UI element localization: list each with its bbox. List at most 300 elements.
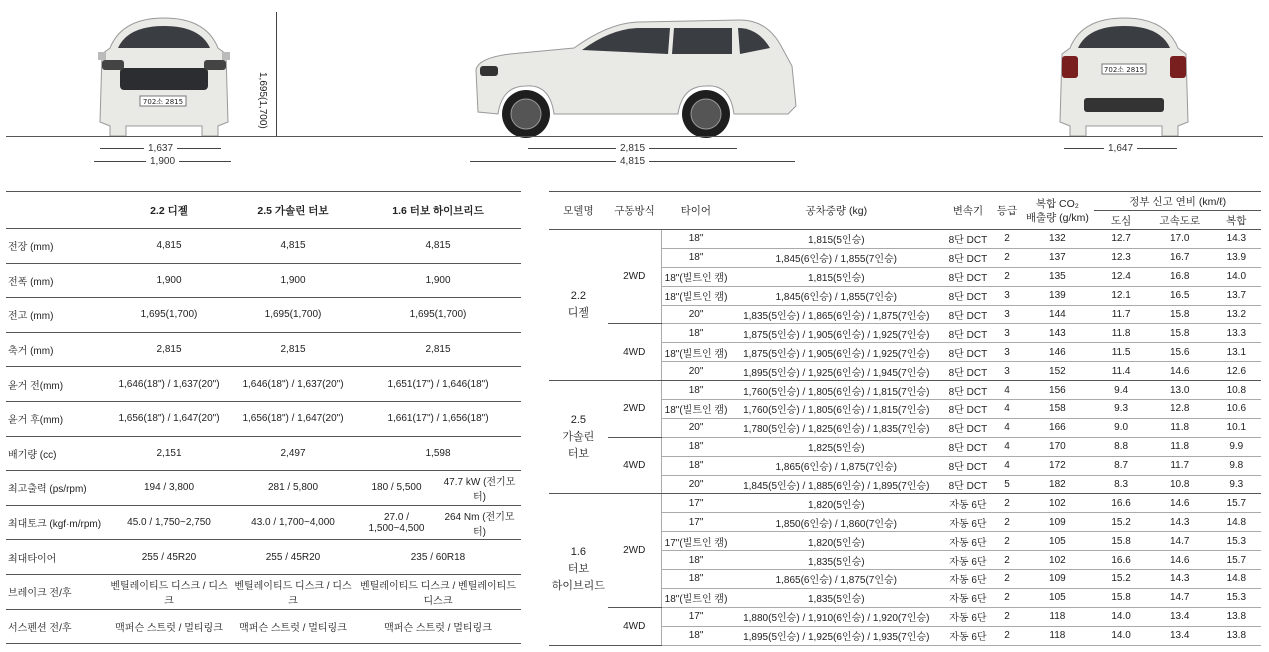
spec-value-gasoline: 4,815 [231,229,355,264]
fuel-trans-cell: 자동 6단 [942,626,993,645]
fuel-model-name: 하이브리드 [551,580,605,593]
fuel-grade-cell: 2 [994,570,1021,589]
spec-value-hybrid-motor: 264 Nm (전기모터) [438,505,521,540]
fuel-hwy-cell: 14.3 [1148,513,1212,532]
fuel-comb-cell: 10.8 [1212,381,1261,400]
spec-value-diesel: 1,656(18") / 1,647(20") [107,401,231,436]
fuel-grade-cell: 4 [994,400,1021,419]
fuel-hwy-cell: 15.6 [1148,343,1212,362]
spec-label: 윤거 후(mm) [6,401,107,436]
fuel-row [549,230,1261,249]
spec-value-diesel: 1,695(1,700) [107,298,231,333]
fuel-weight-cell: 1,850(6인승) / 1,860(7인승) [730,513,942,532]
fuel-tire-cell: 18" [661,437,730,456]
fuel-grade-cell: 2 [994,230,1021,249]
fuel-co2-cell: 172 [1020,456,1094,475]
ground-line [6,136,1263,137]
fuel-grade-cell: 4 [994,381,1021,400]
fuel-hwy-cell: 15.8 [1148,305,1212,324]
spec-row [6,263,521,298]
fuel-weight-cell: 1,820(5인승) [730,532,942,551]
fuel-tire-cell: 18" [661,324,730,343]
fuel-weight-cell: 1,865(6인승) / 1,875(7인승) [730,456,942,475]
fuel-tire-cell: 18"(빌트인 캠) [661,588,730,607]
fuel-co2-cell: 182 [1020,475,1094,494]
fuel-weight-cell: 1,815(5인승) [730,267,942,286]
fuel-grade-cell: 2 [994,532,1021,551]
fuel-comb-cell: 15.3 [1212,532,1261,551]
fuel-city-cell: 15.8 [1094,532,1147,551]
fuel-weight-cell: 1,880(5인승) / 1,910(6인승) / 1,920(7인승) [730,607,942,626]
fuel-tire-cell: 17" [661,607,730,626]
fuel-co2-cell: 156 [1020,381,1094,400]
front-width-label: 1,900 [150,156,176,167]
spec-value-hybrid: 벤틸레이티드 디스크 / 벤틸레이티드 디스크 [355,574,521,609]
fuel-hwy-cell: 13.4 [1148,607,1212,626]
fuel-header-tire: 타이어 [661,192,730,230]
fuel-grade-cell: 3 [994,324,1021,343]
fuel-weight-cell: 1,895(5인승) / 1,925(6인승) / 1,935(7인승) [730,626,942,645]
fuel-header-co2-line1: 복합 CO₂ [1035,197,1079,210]
fuel-grade-cell: 2 [994,551,1021,570]
car-front-view [92,14,236,138]
fuel-tire-cell: 17" [661,494,730,513]
fuel-trans-cell: 8단 DCT [942,437,993,456]
front-plate-text: 702소 2815 [142,98,184,106]
fuel-co2-cell: 102 [1020,551,1094,570]
spec-value-gasoline: 281 / 5,800 [231,471,355,506]
fuel-city-cell: 15.8 [1094,588,1147,607]
spec-value-gasoline: 43.0 / 1,700~4,000 [231,505,355,540]
length-label: 4,815 [620,156,646,167]
fuel-co2-cell: 118 [1020,626,1094,645]
fuel-hwy-cell: 14.3 [1148,570,1212,589]
fuel-grade-cell: 2 [994,626,1021,645]
spec-header-gasoline: 2.5 가솔린 터보 [231,192,355,229]
fuel-co2-cell: 166 [1020,418,1094,437]
fuel-hwy-cell: 11.7 [1148,456,1212,475]
fuel-comb-cell: 15.3 [1212,588,1261,607]
spec-label: 윤거 전(mm) [6,367,107,402]
spec-value-gasoline: 255 / 45R20 [231,540,355,575]
fuel-grade-cell: 2 [994,494,1021,513]
fuel-tire-cell: 18" [661,381,730,400]
spec-value-gasoline: 벤틸레이티드 디스크 / 디스크 [231,574,355,609]
spec-row [6,609,521,644]
spec-row [6,436,521,471]
fuel-row [549,607,1261,626]
fuel-hwy-cell: 17.0 [1148,230,1212,249]
spec-label: 전폭 (mm) [6,263,107,298]
fuel-trans-cell: 자동 6단 [942,551,993,570]
fuel-city-cell: 11.8 [1094,324,1147,343]
spec-value-diesel: 2,151 [107,436,231,471]
fuel-drive-cell: 2WD [608,381,661,438]
spec-label: 최고출력 (ps/rpm) [6,471,107,506]
fuel-hwy-cell: 16.8 [1148,267,1212,286]
fuel-tire-cell: 20" [661,305,730,324]
fuel-tire-cell: 18" [661,626,730,645]
fuel-header-city: 도심 [1094,211,1147,230]
fuel-comb-cell: 13.3 [1212,324,1261,343]
fuel-model-name: 1.6 [570,546,587,559]
fuel-trans-cell: 8단 DCT [942,418,993,437]
fuel-hwy-cell: 16.5 [1148,286,1212,305]
fuel-trans-cell: 자동 6단 [942,513,993,532]
spec-row [6,298,521,333]
fuel-model-cell [549,494,608,645]
fuel-trans-cell: 8단 DCT [942,456,993,475]
fuel-header-co2 [1020,192,1094,230]
fuel-co2-cell: 109 [1020,570,1094,589]
fuel-city-cell: 15.2 [1094,570,1147,589]
spec-value-hybrid-engine: 180 / 5,500 [355,471,438,506]
fuel-co2-cell: 170 [1020,437,1094,456]
fuel-hwy-cell: 15.8 [1148,324,1212,343]
fuel-hwy-cell: 14.6 [1148,362,1212,381]
spec-value-hybrid: 235 / 60R18 [355,540,521,575]
fuel-comb-cell: 13.1 [1212,343,1261,362]
fuel-drive-cell: 4WD [608,607,661,645]
fuel-tire-cell: 18"(빌트인 캠) [661,267,730,286]
length-dimension [470,156,795,167]
fuel-hwy-cell: 13.0 [1148,381,1212,400]
spec-value-diesel: 4,815 [107,229,231,264]
fuel-trans-cell: 8단 DCT [942,286,993,305]
spec-header-hybrid: 1.6 터보 하이브리드 [355,192,521,229]
fuel-header-combined: 복합 [1212,211,1261,230]
fuel-weight-cell: 1,875(5인승) / 1,905(6인승) / 1,925(7인승) [730,343,942,362]
fuel-trans-cell: 자동 6단 [942,588,993,607]
rear-track-label: 1,647 [1108,143,1134,154]
fuel-trans-cell: 자동 6단 [942,570,993,589]
fuel-model-cell [549,230,608,381]
fuel-comb-cell: 13.7 [1212,286,1261,305]
fuel-hwy-cell: 13.4 [1148,626,1212,645]
fuel-comb-cell: 14.3 [1212,230,1261,249]
fuel-grade-cell: 4 [994,418,1021,437]
fuel-city-cell: 8.8 [1094,437,1147,456]
car-rear-view [1054,14,1194,138]
fuel-city-cell: 12.3 [1094,248,1147,267]
fuel-trans-cell: 8단 DCT [942,400,993,419]
spec-value-diesel: 맥퍼슨 스트럿 / 멀티링크 [107,609,231,644]
spec-label: 배기량 (cc) [6,436,107,471]
fuel-tire-cell: 20" [661,418,730,437]
fuel-tire-cell: 17" [661,513,730,532]
fuel-trans-cell: 8단 DCT [942,343,993,362]
fuel-city-cell: 12.7 [1094,230,1147,249]
fuel-trans-cell: 8단 DCT [942,248,993,267]
fuel-co2-cell: 137 [1020,248,1094,267]
spec-value-hybrid: 1,661(17") / 1,656(18") [355,401,521,436]
fuel-grade-cell: 3 [994,305,1021,324]
fuel-weight-cell: 1,835(5인승) [730,551,942,570]
fuel-header-highway: 고속도로 [1148,211,1212,230]
spec-header-diesel: 2.2 디젤 [107,192,231,229]
fuel-co2-cell: 135 [1020,267,1094,286]
spec-row [6,367,521,402]
fuel-weight-cell: 1,820(5인승) [730,494,942,513]
spec-value-gasoline: 맥퍼슨 스트럿 / 멀티링크 [231,609,355,644]
spec-value-hybrid: 1,651(17") / 1,646(18") [355,367,521,402]
fuel-trans-cell: 8단 DCT [942,362,993,381]
fuel-tire-cell: 18" [661,551,730,570]
fuel-weight-cell: 1,815(5인승) [730,230,942,249]
fuel-weight-cell: 1,875(5인승) / 1,905(6인승) / 1,925(7인승) [730,324,942,343]
spec-value-hybrid: 1,598 [355,436,521,471]
fuel-co2-cell: 102 [1020,494,1094,513]
fuel-co2-cell: 118 [1020,607,1094,626]
fuel-weight-cell: 1,845(6인승) / 1,855(7인승) [730,286,942,305]
fuel-tire-cell: 20" [661,362,730,381]
spec-value-diesel: 255 / 45R20 [107,540,231,575]
fuel-grade-cell: 2 [994,248,1021,267]
front-track-label: 1,637 [148,143,174,154]
spec-label: 최대토크 (kgf·m/rpm) [6,505,107,540]
fuel-co2-cell: 158 [1020,400,1094,419]
fuel-comb-cell: 13.8 [1212,626,1261,645]
fuel-hwy-cell: 14.7 [1148,588,1212,607]
fuel-co2-cell: 144 [1020,305,1094,324]
fuel-comb-cell: 9.9 [1212,437,1261,456]
fuel-model-name: 터보 [567,447,589,460]
fuel-city-cell: 9.3 [1094,400,1147,419]
fuel-drive-cell: 2WD [608,494,661,607]
fuel-trans-cell: 자동 6단 [942,494,993,513]
fuel-weight-cell: 1,865(6인승) / 1,875(7인승) [730,570,942,589]
fuel-comb-cell: 12.6 [1212,362,1261,381]
fuel-header-drive: 구동방식 [608,192,661,230]
fuel-comb-cell: 14.0 [1212,267,1261,286]
fuel-comb-cell: 15.7 [1212,551,1261,570]
fuel-model-name: 2.2 [570,290,587,303]
fuel-weight-cell: 1,835(5인승) [730,588,942,607]
fuel-hwy-cell: 12.8 [1148,400,1212,419]
fuel-model-name: 가솔린 [562,430,595,443]
fuel-grade-cell: 3 [994,286,1021,305]
fuel-model-name: 디젤 [567,307,589,320]
fuel-city-cell: 9.0 [1094,418,1147,437]
spec-label: 전장 (mm) [6,229,107,264]
fuel-grade-cell: 2 [994,588,1021,607]
spec-row [6,505,521,540]
spec-value-hybrid: 맥퍼슨 스트럿 / 멀티링크 [355,609,521,644]
fuel-weight-cell: 1,845(5인승) / 1,885(6인승) / 1,895(7인승) [730,475,942,494]
fuel-comb-cell: 14.8 [1212,513,1261,532]
fuel-trans-cell: 8단 DCT [942,381,993,400]
spec-label: 축거 (mm) [6,332,107,367]
spec-value-gasoline: 1,695(1,700) [231,298,355,333]
fuel-city-cell: 11.7 [1094,305,1147,324]
fuel-trans-cell: 자동 6단 [942,532,993,551]
fuel-weight-cell: 1,760(5인승) / 1,805(6인승) / 1,815(7인승) [730,381,942,400]
fuel-comb-cell: 14.8 [1212,570,1261,589]
spec-table [6,191,521,644]
spec-value-gasoline: 1,656(18") / 1,647(20") [231,401,355,436]
spec-label: 전고 (mm) [6,298,107,333]
fuel-row [549,494,1261,513]
spec-value-gasoline: 1,900 [231,263,355,298]
rear-plate-text: 702소 2815 [1103,66,1145,74]
fuel-row [549,324,1261,343]
fuel-hwy-cell: 11.8 [1148,418,1212,437]
fuel-co2-cell: 109 [1020,513,1094,532]
fuel-model-name: 2.5 [570,413,587,426]
fuel-trans-cell: 8단 DCT [942,230,993,249]
fuel-tire-cell: 18"(빌트인 캠) [661,400,730,419]
fuel-hwy-cell: 14.6 [1148,551,1212,570]
fuel-weight-cell: 1,895(5인승) / 1,925(6인승) / 1,945(7인승) [730,362,942,381]
spec-row [6,332,521,367]
fuel-header-weight: 공차중량 (kg) [730,192,942,230]
spec-row [6,471,521,506]
fuel-grade-cell: 4 [994,437,1021,456]
fuel-trans-cell: 8단 DCT [942,475,993,494]
fuel-model-name: 터보 [567,563,589,576]
spec-header-row [6,192,521,229]
spec-value-diesel: 194 / 3,800 [107,471,231,506]
car-side-view [470,14,798,138]
spec-value-hybrid: 1,900 [355,263,521,298]
fuel-weight-cell: 1,835(5인승) / 1,865(6인승) / 1,875(7인승) [730,305,942,324]
fuel-grade-cell: 2 [994,267,1021,286]
fuel-grade-cell: 2 [994,607,1021,626]
fuel-trans-cell: 8단 DCT [942,305,993,324]
fuel-tire-cell: 18"(빌트인 캠) [661,286,730,305]
fuel-hwy-cell: 16.7 [1148,248,1212,267]
fuel-city-cell: 14.0 [1094,607,1147,626]
fuel-model-cell [549,381,608,494]
fuel-weight-cell: 1,825(5인승) [730,437,942,456]
fuel-header-grade: 등급 [994,192,1021,230]
fuel-comb-cell: 15.7 [1212,494,1261,513]
fuel-trans-cell: 자동 6단 [942,607,993,626]
fuel-tire-cell: 18" [661,456,730,475]
spec-label: 브레이크 전/후 [6,574,107,609]
spec-row [6,574,521,609]
fuel-tire-cell: 18" [661,230,730,249]
fuel-comb-cell: 10.1 [1212,418,1261,437]
fuel-co2-cell: 139 [1020,286,1094,305]
wheelbase-dimension [528,143,737,154]
fuel-co2-cell: 152 [1020,362,1094,381]
front-track-dimension [100,143,221,154]
fuel-header-efficiency: 정부 신고 연비 (km/ℓ) [1094,192,1261,211]
fuel-city-cell: 14.0 [1094,626,1147,645]
spec-row [6,401,521,436]
spec-value-diesel: 45.0 / 1,750~2,750 [107,505,231,540]
fuel-co2-cell: 143 [1020,324,1094,343]
fuel-tire-cell: 18" [661,248,730,267]
fuel-weight-cell: 1,780(5인승) / 1,825(6인승) / 1,835(7인승) [730,418,942,437]
fuel-city-cell: 16.6 [1094,494,1147,513]
fuel-grade-cell: 2 [994,513,1021,532]
height-label: 1,695(1,700) [257,72,268,129]
fuel-weight-cell: 1,760(5인승) / 1,805(6인승) / 1,815(7인승) [730,400,942,419]
spec-value-hybrid: 2,815 [355,332,521,367]
fuel-tire-cell: 18" [661,570,730,589]
spec-row [6,229,521,264]
fuel-comb-cell: 13.8 [1212,607,1261,626]
spec-value-diesel: 1,646(18") / 1,637(20") [107,367,231,402]
spec-label: 최대타이어 [6,540,107,575]
fuel-co2-cell: 132 [1020,230,1094,249]
fuel-grade-cell: 5 [994,475,1021,494]
fuel-drive-cell: 4WD [608,437,661,494]
fuel-tire-cell: 17"(빌트인 캠) [661,532,730,551]
fuel-drive-cell: 2WD [608,230,661,324]
fuel-hwy-cell: 11.8 [1148,437,1212,456]
fuel-city-cell: 16.6 [1094,551,1147,570]
spec-label: 서스펜션 전/후 [6,609,107,644]
fuel-grade-cell: 3 [994,343,1021,362]
fuel-header-model: 모델명 [549,192,608,230]
fuel-city-cell: 12.1 [1094,286,1147,305]
spec-value-hybrid: 1,695(1,700) [355,298,521,333]
fuel-trans-cell: 8단 DCT [942,324,993,343]
spec-row [6,540,521,575]
fuel-co2-cell: 146 [1020,343,1094,362]
fuel-row [549,437,1261,456]
front-width-dimension [94,156,231,167]
fuel-header-row-1 [549,192,1261,211]
fuel-city-cell: 11.4 [1094,362,1147,381]
fuel-comb-cell: 9.8 [1212,456,1261,475]
wheelbase-label: 2,815 [620,143,646,154]
fuel-city-cell: 12.4 [1094,267,1147,286]
spec-value-gasoline: 2,815 [231,332,355,367]
fuel-city-cell: 11.5 [1094,343,1147,362]
fuel-city-cell: 9.4 [1094,381,1147,400]
rear-track-dimension [1064,143,1177,154]
height-dimension [257,12,280,136]
spec-value-diesel: 1,900 [107,263,231,298]
spec-value-gasoline: 2,497 [231,436,355,471]
spec-value-diesel: 2,815 [107,332,231,367]
fuel-drive-cell: 4WD [608,324,661,381]
fuel-grade-cell: 4 [994,456,1021,475]
fuel-comb-cell: 13.2 [1212,305,1261,324]
fuel-economy-table [549,191,1261,646]
fuel-tire-cell: 18"(빌트인 캠) [661,343,730,362]
dimension-diagram [0,0,1269,180]
fuel-comb-cell: 9.3 [1212,475,1261,494]
fuel-grade-cell: 3 [994,362,1021,381]
fuel-weight-cell: 1,845(6인승) / 1,855(7인승) [730,248,942,267]
fuel-tire-cell: 20" [661,475,730,494]
spec-value-hybrid-engine: 27.0 / 1,500~4,500 [355,505,438,540]
fuel-city-cell: 15.2 [1094,513,1147,532]
fuel-comb-cell: 13.9 [1212,248,1261,267]
fuel-row [549,381,1261,400]
fuel-city-cell: 8.7 [1094,456,1147,475]
fuel-city-cell: 8.3 [1094,475,1147,494]
fuel-hwy-cell: 10.8 [1148,475,1212,494]
fuel-header-transmission: 변속기 [942,192,993,230]
fuel-hwy-cell: 14.6 [1148,494,1212,513]
fuel-co2-cell: 105 [1020,588,1094,607]
spec-value-gasoline: 1,646(18") / 1,637(20") [231,367,355,402]
spec-value-hybrid-motor: 47.7 kW (전기모터) [438,471,521,506]
spec-header-blank [6,192,107,229]
fuel-comb-cell: 10.6 [1212,400,1261,419]
spec-value-hybrid: 4,815 [355,229,521,264]
fuel-header-co2-line2: 배출량 (g/km) [1025,211,1089,224]
fuel-co2-cell: 105 [1020,532,1094,551]
fuel-trans-cell: 8단 DCT [942,267,993,286]
fuel-hwy-cell: 14.7 [1148,532,1212,551]
